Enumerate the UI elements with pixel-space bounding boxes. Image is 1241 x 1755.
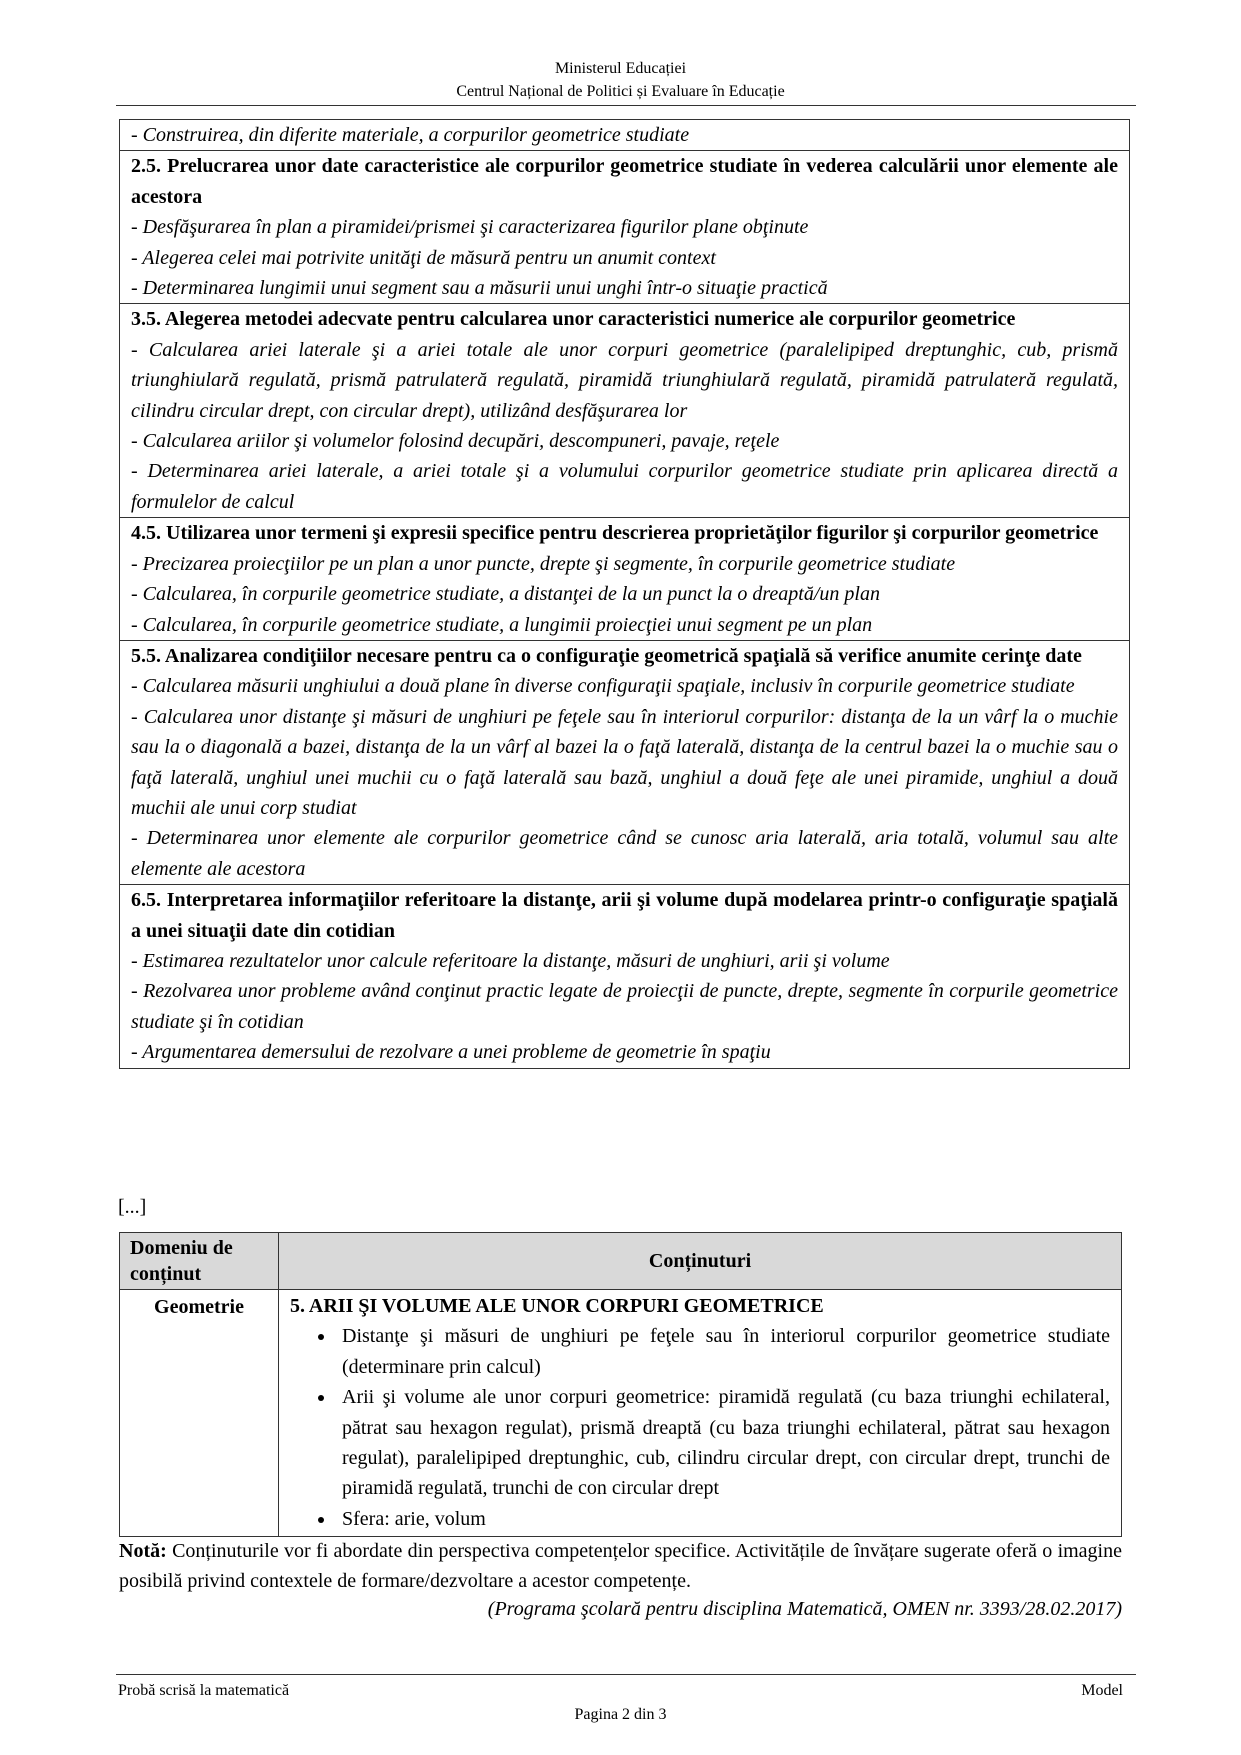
ministry-name: Ministerul Educației bbox=[554, 60, 687, 77]
ellipsis: [...] bbox=[118, 1196, 147, 1218]
activity-item: - Precizarea proiecţiilor pe un plan a unor puncte, drepte şi segmente, în corpurile geometrice studiate bbox=[131, 552, 956, 575]
activity-item: - Calcularea măsurii unghiului a două plane în diverse configuraţii spaţiale, inclusiv în corpurile geometrice studiate bbox=[131, 675, 1075, 698]
footer-rule bbox=[116, 1674, 1136, 1675]
footer-left: Probă scrisă la matematică bbox=[118, 1682, 290, 1699]
note bbox=[119, 1536, 1122, 1596]
content-item: • Distanţe şi măsuri de unghiuri pe feţele sau în interiorul corpurilor geometrice studiate (determinare prin calcul) bbox=[336, 1321, 1110, 1382]
content-item: • Sfera: arie, volum bbox=[336, 1504, 1110, 1534]
competence-title: 2.5. Prelucrarea unor date caracteristice ale corpurilor geometrice studiate în vederea calculării unor elemente ale acestora bbox=[131, 155, 1118, 208]
section-title: 5. ARII ŞI VOLUME ALE UNOR CORPURI GEOMETRICE bbox=[290, 1295, 824, 1317]
activity-item: - Desfăşurarea în plan a piramidei/prismei şi caracterizarea figurilor plane obţinute bbox=[131, 216, 809, 239]
activity-item: - Determinarea unor elemente ale corpurilor geometrice când se cunosc aria laterală, aria totală, volumul sau alte elemente ale acestora bbox=[131, 827, 1118, 880]
competence-row bbox=[120, 885, 1130, 1068]
competence-title: 6.5. Interpretarea informaţiilor referitoare la distanţe, arii şi volume după modelarea printr-o configuraţie spaţială a unei situaţii date din cotidian bbox=[131, 889, 1118, 942]
activity-item: - Argumentarea demersului de rezolvare a unei probleme de geometrie în spaţiu bbox=[131, 1041, 771, 1064]
activity-item: - Calcularea, în corpurile geometrice studiate, a lungimii proiecţiei unui segment pe un plan bbox=[131, 613, 873, 636]
competence-row bbox=[120, 518, 1130, 641]
activity-item: - Calcularea ariilor şi volumelor folosind decupări, descompuneri, pavaje, reţele bbox=[131, 430, 780, 453]
activity-item: - Rezolvarea unor probleme având conţinut practic legate de proiecţii de puncte, drepte, segmente în corpurile geometrice studiate şi în cotidian bbox=[131, 980, 1118, 1033]
competence-row bbox=[120, 640, 1130, 884]
page-number: Pagina 2 din 3 bbox=[574, 1706, 667, 1723]
contents-table bbox=[119, 1232, 1122, 1537]
activity-item: - Determinarea ariei laterale, a ariei totale şi a volumului corpurilor geometrice studiate prin aplicarea directă a formulelor de calcul bbox=[131, 460, 1118, 513]
activity-item: - Estimarea rezultatelor unor calcule referitoare la distanţe, măsuri de unghiuri, arii şi volume bbox=[131, 949, 890, 972]
competence-row bbox=[120, 304, 1130, 518]
activity-item: - Calcularea unor distanţe şi măsuri de unghiuri pe feţele sau în interiorul corpurilor: distanţa de la un vârf la o muchie sau la o diagonală a bazei, distanţa de la un vârf al bazei la o faţă laterală, distanţa de la centrul bazei la o muchie sau o faţă laterală, unghiul unei muchii cu o faţă laterală sau bază, unghiul a două feţe ale unei piramide, unghiul a două muchii ale unui corp studiat bbox=[131, 705, 1118, 819]
citation: (Programa şcolară pentru disciplina Matematică, OMEN nr. 3393/28.02.2017) bbox=[487, 1598, 1122, 1620]
content-item: • Arii şi volume ale unor corpuri geometrice: piramidă regulată (cu baza triunghi echilateral, pătrat sau hexagon regulat), prismă dreaptă (cu baza triunghi echilateral, pătrat sau hexagon regulat), paralelipiped dreptunghic, cub, cilindru circular drept, con circular drept, trunchi de piramidă regulată, trunchi de con circular drept bbox=[336, 1382, 1110, 1504]
header-domain: Domeniu de conținut bbox=[120, 1233, 279, 1290]
header-contents: Conținuturi bbox=[279, 1233, 1122, 1290]
content-list bbox=[280, 1321, 1120, 1534]
competence-title: 3.5. Alegerea metodei adecvate pentru calcularea unor caracteristici numerice ale corpurilor geometrice bbox=[131, 308, 1016, 331]
competence-title: 4.5. Utilizarea unor termeni şi expresii specifice pentru descrierea proprietăţilor figurilor şi corpurilor geometrice bbox=[131, 522, 1099, 545]
footer-right: Model bbox=[1081, 1682, 1123, 1699]
note-label: Notă: bbox=[119, 1540, 167, 1562]
competences-table bbox=[119, 119, 1130, 1069]
competence-title: 5.5. Analizarea condiţiilor necesare pentru ca o configuraţie geometrică spaţială să verifice anumite cerinţe date bbox=[131, 644, 1082, 667]
competence-row bbox=[120, 120, 1130, 151]
activity-item: - Alegerea celei mai potrivite unităţi de măsură pentru un anumit context bbox=[131, 246, 716, 269]
header-rule bbox=[116, 105, 1136, 106]
competence-row bbox=[120, 151, 1130, 304]
activity-item: - Determinarea lungimii unui segment sau a măsurii unui unghi într-o situaţie practică bbox=[131, 277, 828, 300]
domain-cell: Geometrie bbox=[120, 1290, 279, 1537]
center-name: Centrul Național de Politici și Evaluare în Educație bbox=[456, 83, 785, 100]
activity-item: - Calcularea ariei laterale şi a ariei totale ale unor corpuri geometrice (paralelipiped dreptunghic, cub, prismă triunghiulară regulată, prismă patrulateră regulată, piramidă triunghiulară regulată, piramidă patrulateră regulată, cilindru circular drept, con circular drept), utilizând desfăşurarea lor bbox=[131, 338, 1118, 422]
note-text: Conținuturile vor fi abordate din perspectiva competențelor specifice. Activitățile de învățare sugerate oferă o imagine posibilă privind contextele de formare/dezvoltare a acestor competențe. bbox=[119, 1540, 1122, 1592]
activity-item: - Calcularea, în corpurile geometrice studiate, a distanţei de la un punct la o dreaptă/un plan bbox=[131, 583, 880, 606]
activity-item: - Construirea, din diferite materiale, a corpurilor geometrice studiate bbox=[131, 124, 690, 146]
